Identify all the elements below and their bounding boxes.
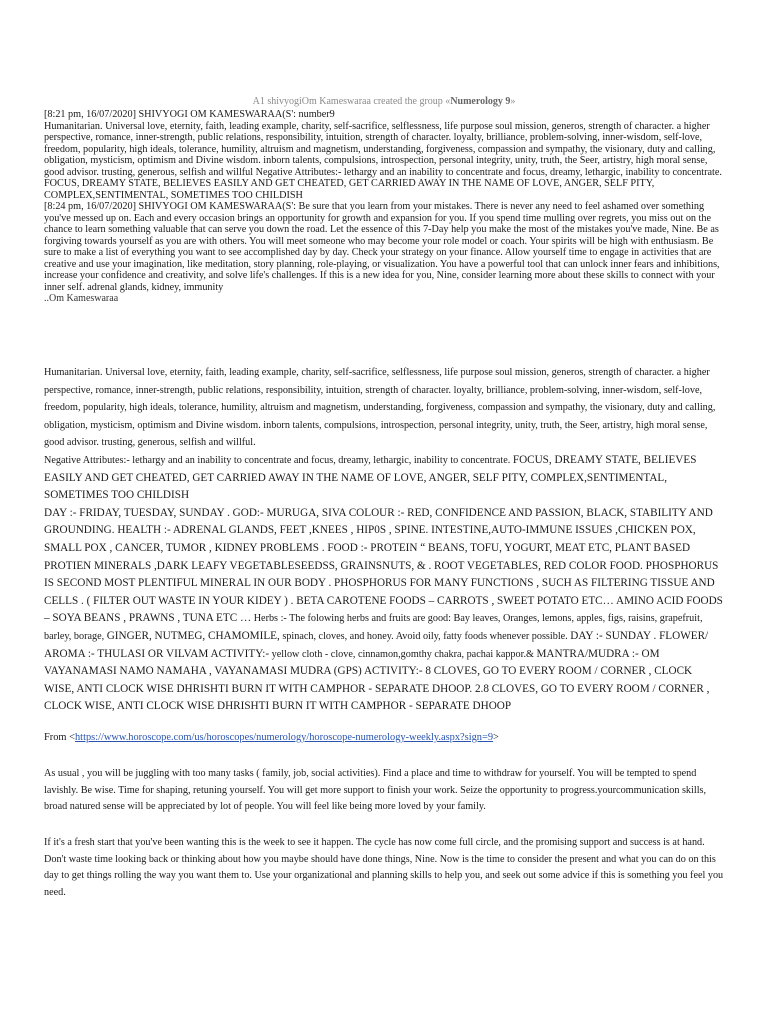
paragraph-1: As usual , you will be juggling with too many tasks ( family, job, social activities). Find a place and time to withdraw for yourself. You will be tempted to spend lavishly. Be wise. Time for shaping, retuning yourself. You will get more support to finish your work. Seize the opportunity to progress.yourcommunication skills, broad natured sense will be appreciated by lot of people. You will feel like being more loved by your family. (44, 768, 707, 812)
herbs-tail: spinach, cloves, and honey. Avoid oily, fatty foods whenever possible. (282, 630, 568, 642)
group-name: Numerology 9 (450, 96, 511, 107)
chat-messages (44, 109, 724, 305)
header-prefix: A1 shivyogiOm Kameswaraa created the group « (252, 96, 451, 107)
numerology-details (44, 364, 724, 716)
group-created-notice (0, 96, 768, 108)
message-1 (44, 109, 724, 201)
day2-caps: DAY :- SUNDAY . FLOWER/ AROMA :- THULASI OR VILVAM ACTIVITY:- (44, 629, 709, 660)
humanitarian-text: Humanitarian. Universal love, eternity, faith, leading example, charity, self-sacrifice, selflessness, life purpose soul mission, generos, strength of character. a higher perspective, romance, inner-strength, public relations, responsibility, intuition, strength of character. loyalty, brilliance, problem-solving, inner-wisdom, self-love, freedom, popularity, high ideals, tolerance, humility, altruism and magnetism, understanding, forgiveness, compassion and sympathy, the visionary, duty and calling, obligation, mysticism, optimism and Divine wisdom. inborn talents, compulsions, introspection, personal integrity, unity, truth, the Seer, artistry, high moral sense, good advisor. trusting, generous, selfish and willful. (44, 367, 716, 449)
herbs-text: Herbs :- The folowing herbs and fruits are good: Bay leaves, Oranges, lemons, apples, figs, raisins, grapefruit, barley, borage, (44, 613, 703, 642)
negative-caps: FOCUS, DREAMY STATE, BELIEVES EASILY AND GET CHEATED, GET CARRIED AWAY IN THE NAME OF LOVE, ANGER, SELF PITY, COMPLEX,SENTIMENTAL, SOMETIMES TOO CHILDISH (44, 453, 697, 502)
paragraph-2: If it's a fresh start that you've been wanting this is the week to see it happen. The cycle has now come full circle, and the promising support and success is at hand. Don't waste time looking back or thinking about how you maybe should have done things, Nine. Now is the time to consider the present and what you can do on this day to get things rolling the way you want them to. Use your organizational and planning skills to help you, and seek out some advice if this is something you feel you need. (44, 837, 724, 898)
source-line (44, 731, 724, 745)
day-caps: DAY :- FRIDAY, TUESDAY, SUNDAY . GOD:- MURUGA, SIVA COLOUR :- RED, CONFIDENCE AND PASSION, BLACK, STABILITY AND GROUNDING. HEALTH :- ADRENAL GLANDS, FEET ,KNEES , HIP0S , SPINE. INTESTINE,AUTO-IMMUNE ISSUES ,CHICKEN POX, SMALL POX , CANCER, TUMOR , KIDNEY PROBLEMS . FOOD :- PROTEIN “ BEANS, TOFU, YOGURT, MEAT ETC, PLANT BASED PROTIEN MINERALS ,DARK LEAFY VEGETABLESEEDSS, GRAINSNUTS, & . ROOT VEGETABLES, RED COLOR FOOD. PHOSPHORUS IS SECOND MOST PLENTIFUL MINERAL IN OUR BODY . PHOSPHORUS FOR MANY FUNCTIONS , SUCH AS FILTERING TISSUE AND CELLS . ( FILTER OUT WASTE IN YOUR KIDEY ) . BETA CAROTENE FOODS – CARROTS , SWEET POTATO ETC… AMINO ACID FOODS – SOYA BEANS , PRAWNS , TUNA ETC … (44, 506, 723, 625)
from-suffix: > (493, 732, 499, 743)
from-prefix: From < (44, 732, 75, 743)
signature: ..Om Kameswaraa (44, 293, 119, 304)
message-2 (44, 201, 724, 293)
mantra-caps: MANTRA/MUDRA :- OM VAYANAMASI NAMO NAMAHA , VAYANAMASI MUDRA (GPS) ACTIVITY:- 8 CLOVES, GO TO EVERY ROOM / CORNER , CLOCK WISE, ANTI CLOCK WISE DHRISHTI BURN IT WITH CAMPHOR - SEPARATE DHOOP. 2.8 CLOVES, GO TO EVERY ROOM / CORNER , CLOCK WISE, ANTI CLOCK WISE DHRISHTI BURN IT WITH CAMPHOR - SEPARATE DHOOP (44, 647, 710, 713)
negative-attributes (44, 452, 724, 505)
message-1-timestamp: [8:21 pm, 16/07/2020] SHIVYOGI OM KAMESWARAA(S': number9 (44, 109, 335, 120)
message-1-body: Humanitarian. Universal love, eternity, faith, leading example, charity, self-sacrifice, selflessness, life purpose soul mission, generos, strength of character. a higher perspective, romance, inner-strength, public relations, responsibility, intuition, strength of character. loyalty, brilliance, problem-solving, inner-wisdom, self-love, freedom, popularity, high ideals, tolerance, humility, altruism and magnetism, understanding, forgiveness, compassion and sympathy, the visionary, duty and calling, obligation, mysticism, optimism and Divine wisdom. inborn talents, compulsions, introspection, personal integrity, unity, truth, the Seer, artistry, high moral sense, good advisor. trusting, generous, selfish and willful Negative Attributes:- lethargy and an inability to concentrate and focus, dreamy, lethargic, inability to concentrate. FOCUS, DREAMY STATE, BELIEVES EASILY AND GET CHEATED, GET CARRIED AWAY IN THE NAME OF LOVE, ANGER, SELF PITY, COMPLEX,SENTIMENTAL, SOMETIMES TOO CHILDISH (44, 120, 722, 201)
message-2-body: Be sure that you learn from your mistakes. There is never any need to feel ashamed over something you've messed up on. Each and every occasion brings an opportunity for growth and expansion for you. If you spend time mulling over regrets, you miss out on the chance to learn something valuable that can serve you down the road. Let the essence of this 7-Day help you make the most of the mistakes you've made, Nine. Be as forgiving towards yourself as you are with others. You will meet someone who may become your role model or coach. Your spirits will be high with enthusiasm. Be sure to make a list of everything you want to see accomplished day by day. Check your strategy on your finance. Allow yourself time to engage in activities that are creative and use your imagination, like meditation, story planning, role-playing, or visualization. You have a powerful tool that can unlock inner fears and inhibitions, increase your confidence and creativity, and solve life's challenges. If this is a new idea for you, Nine, consider learning more about these skills to connect with your inner self. adrenal glands, kidney, immunity (44, 201, 720, 293)
negative-lead: Negative Attributes:- lethargy and an inability to concentrate and focus, dreamy, lethargic, inability to concentrate. (44, 454, 511, 466)
cloth-text: yellow cloth - clove, cinnamon,gomthy chakra, pachai kappor.& (271, 648, 534, 660)
header-suffix: » (510, 96, 516, 107)
message-2-timestamp: [8:24 pm, 16/07/2020] SHIVYOGI OM KAMESWARAA(S': (44, 201, 296, 212)
herbs-caps: GINGER, NUTMEG, CHAMOMILE, (106, 629, 280, 642)
day-god-health-food (44, 505, 724, 716)
source-link[interactable]: https://www.horoscope.com/us/horoscopes/numerology/horoscope-numerology-weekly.aspx?sign=9 (74, 732, 494, 743)
